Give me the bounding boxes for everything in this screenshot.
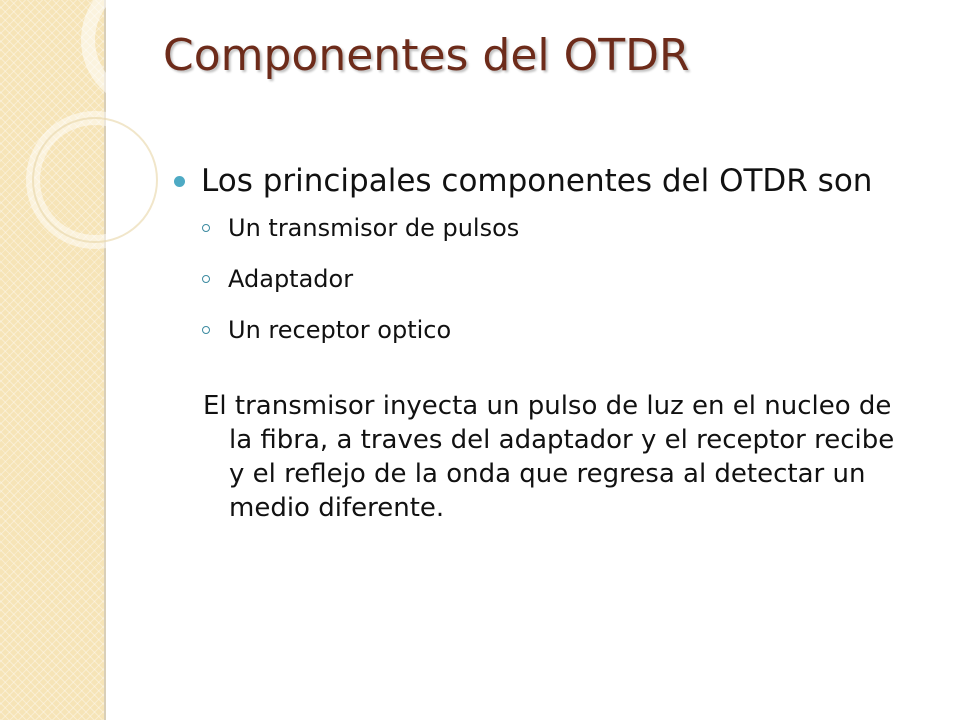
bullet-dot-icon xyxy=(174,176,185,187)
sub-bullet-item xyxy=(174,265,914,316)
ring-bullet-icon xyxy=(202,224,210,232)
description-paragraph: El transmisor inyecta un pulso de luz en el nucleo de la fibra, a traves del adaptador y el receptor recibe y el reflejo de la onda que regresa al detectar un medio diferente. xyxy=(203,391,895,523)
sub-bullet-item xyxy=(174,316,914,367)
slide-content xyxy=(174,163,914,525)
ring-bullet-icon xyxy=(202,326,210,334)
slide-title: Componentes del OTDR xyxy=(163,30,690,81)
ring-bullet-icon xyxy=(202,275,210,283)
sub-bullet-text: Adaptador xyxy=(228,265,354,293)
main-bullet-text: Los principales componentes del OTDR son xyxy=(201,163,873,199)
sub-bullet-text: Un transmisor de pulsos xyxy=(228,214,520,242)
sub-bullet-list xyxy=(174,214,914,367)
main-bullet xyxy=(174,163,914,200)
sub-bullet-text: Un receptor optico xyxy=(228,316,452,344)
sub-bullet-item xyxy=(174,214,914,265)
